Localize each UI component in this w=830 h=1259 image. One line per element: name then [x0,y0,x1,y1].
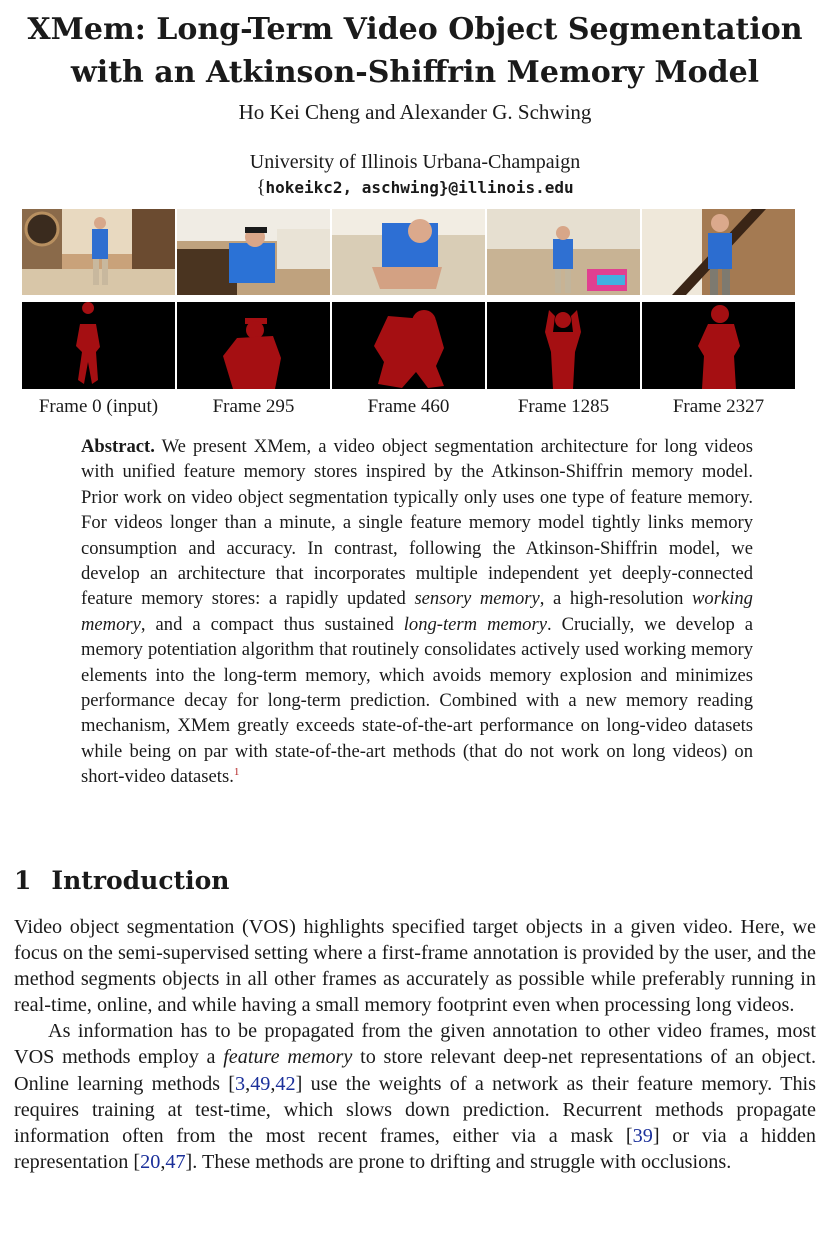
frame-caption: Frame 2327 [672,396,765,417]
abstract-text: , and a compact thus sustained [140,613,404,635]
text-run: , [160,1150,166,1173]
segmentation-mask [332,302,485,389]
segmentation-mask [22,302,175,389]
segmentation-mask [642,302,795,389]
abstract-text: We present XMem, a video object segmentation architecture for long videos with unified feature memory stores inspired by the Atkinson-Shiffrin memory model. Prior work on video object segmentation typically only uses one type of feature memory. For videos longer than a minute, a single feature memory model tightly links memory consumption and accuracy. In contrast, following the Atkinson-Shiffrin model, we develop an architecture that incorporates multiple independent yet deeply-connected feature memory stores: a rapidly updated [81,436,753,610]
email-domain: }@illinois.edu [438,178,574,197]
frame-column [487,209,640,390]
frame-column [22,209,175,390]
citation-link[interactable]: 3 [235,1072,246,1095]
title-line-2: with an Atkinson-Shiffrin Memory Model [70,55,760,90]
abstract-text: . Crucially, we develop a memory potentiation algorithm that routinely consolidates actively used working memory elements into the long-term memory, which avoids memory explosion and minimizes performance decay for long-term prediction. Combined with a new memory reading mechanism, XMem greatly exceeds state-of-the-art performance on long-video datasets while being on par with state-of-the-art methods (that do not work on long videos) on short-video datasets. [81,613,753,788]
citation-link[interactable]: 20 [140,1150,161,1173]
citation-link[interactable]: 42 [275,1072,296,1095]
frame-caption: Frame 295 [212,396,295,417]
frame-caption: Frame 1285 [517,396,610,417]
section-title: Introduction [51,866,230,895]
video-frame-image [332,209,485,295]
author-emails [0,177,830,199]
frame-caption: Frame 460 [367,396,450,417]
abstract-heading: Abstract. [81,436,155,457]
frame-column [642,209,795,390]
text-run: to store relevant deep-net representations of an object. Online learning methods [ [14,1046,817,1095]
email-usernames: hokeikc2, aschwing [265,178,439,197]
footnote-link[interactable]: 1 [233,766,240,779]
abstract-emphasis: long-term memory [403,613,547,635]
text-run: ]. These methods are prone to drifting and struggle with occlusions. [185,1150,732,1173]
section-heading [14,866,229,895]
text-run: ] use the weights of a network as their feature memory. This requires training at test-time, which slows down prediction. Recurrent methods propagate information often from the most recent frames, either via a mask [ [14,1072,817,1147]
text-run: As information has to be propagated from the given annotation to other video frames, most VOS methods employ a [14,1020,816,1069]
text-run: , [270,1072,276,1095]
frame-caption: Frame 0 (input) [38,396,159,417]
text-run: ] or via a hidden representation [ [14,1124,816,1173]
video-frame-image [22,209,175,295]
email-brace-open: { [256,177,266,198]
segmentation-mask [487,302,640,389]
video-frame-image [487,209,640,295]
paragraph [14,1018,816,1175]
abstract [81,434,753,790]
text-emphasis: feature memory [223,1046,353,1069]
segmentation-mask [177,302,330,389]
abstract-emphasis: sensory memory [414,588,540,610]
teaser-figure [22,209,795,390]
abstract-emphasis: working memory [81,588,753,635]
section-number: 1 [14,866,32,895]
text-run: , [245,1072,251,1095]
frame-column [332,209,485,390]
title-line-1: XMem: Long-Term Video Object Segmentation [27,12,803,47]
introduction-body [14,914,816,1175]
figure-captions [22,396,795,420]
video-frame-image [642,209,795,295]
citation-link[interactable]: 39 [632,1124,653,1147]
authors: Ho Kei Cheng and Alexander G. Schwing [238,100,592,124]
paragraph: Video object segmentation (VOS) highlights specified target objects in a given video. Here, we focus on the semi-supervised setting where a first-frame annotation is provided by the user, and the method segments objects in all other frames as accurately as possible while preferably running in real-time, online, and while having a small memory footprint even when processing long videos. [14,916,816,1017]
affiliation: University of Illinois Urbana-Champaign [249,151,581,173]
paper-title [0,8,830,94]
citation-link[interactable]: 47 [165,1150,186,1173]
video-frame-image [177,209,330,295]
abstract-text: , a high-resolution [539,588,693,610]
citation-link[interactable]: 49 [250,1072,271,1095]
frame-column [177,209,330,390]
